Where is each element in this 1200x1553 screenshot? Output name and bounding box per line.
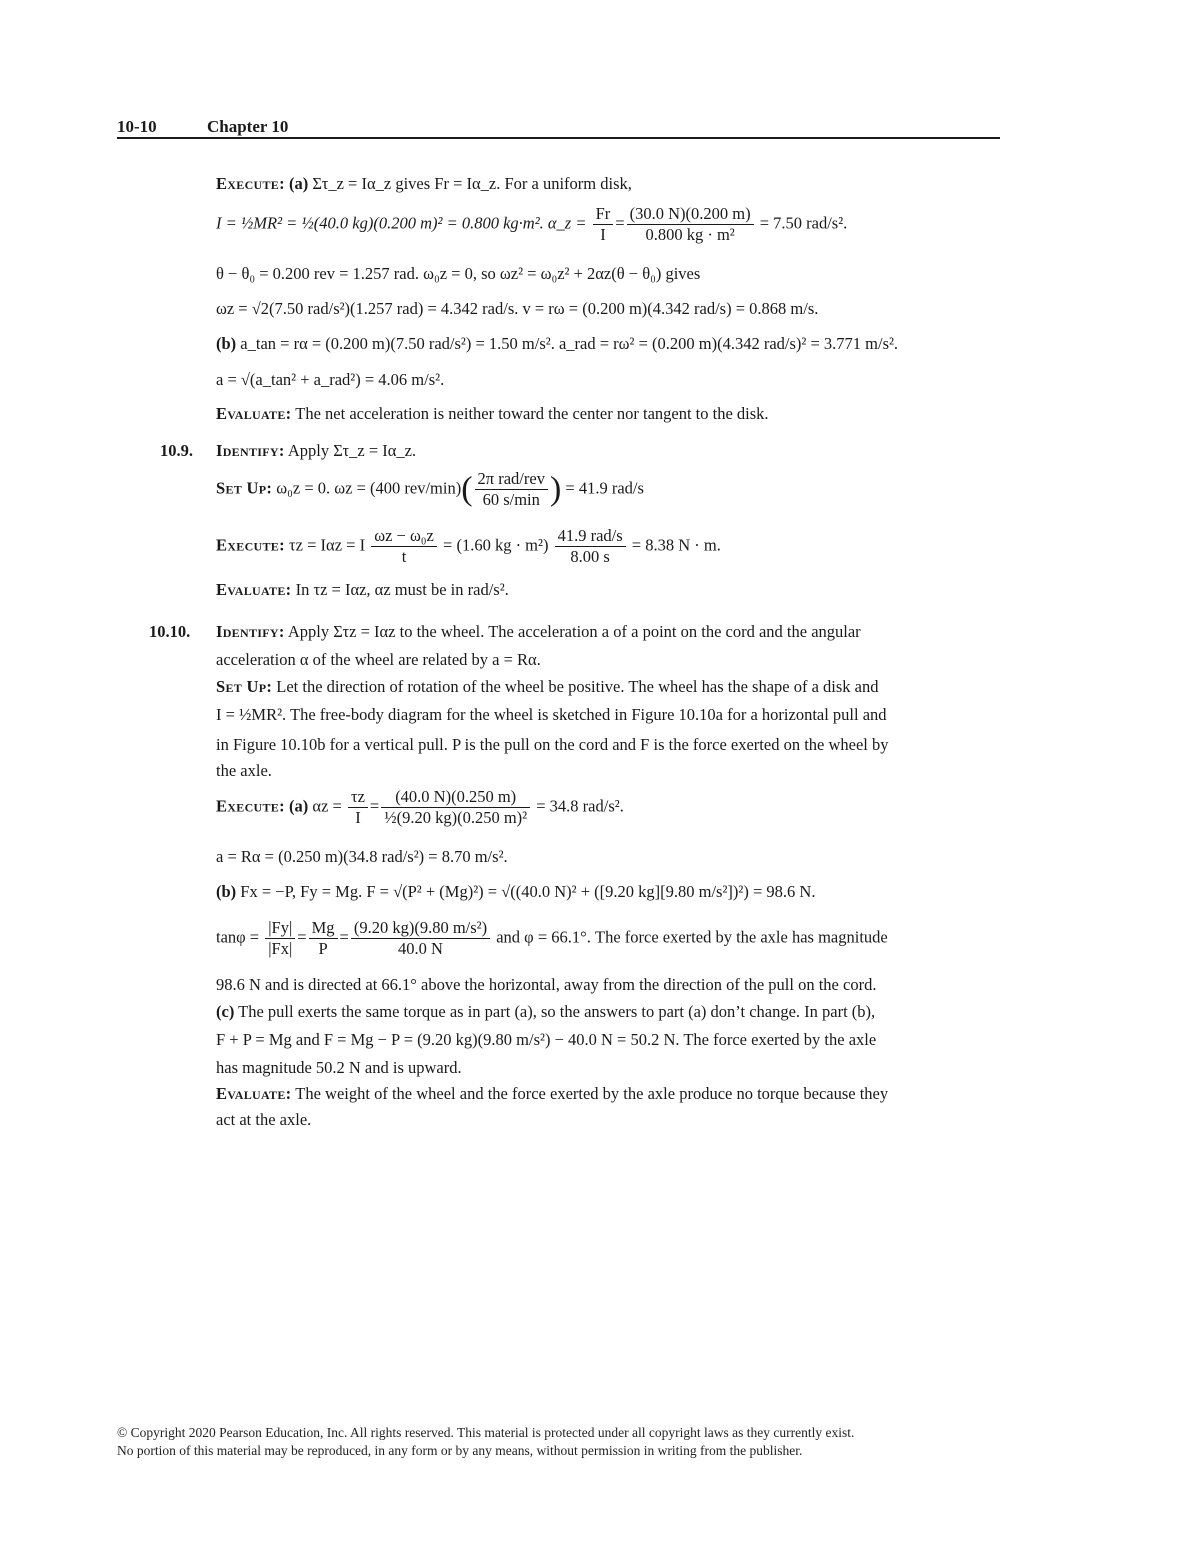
- execute-label: Execute:: [216, 796, 285, 816]
- p10-identify-line: [216, 622, 861, 642]
- setup-label: Set Up:: [216, 478, 273, 498]
- p10-b-line: Fx = −P, Fy = Mg. F = √(P² + (Mg)²) = √((40.0 N)² + ([9.20 kg][9.80 m/s²])²) = 98.6 N.: [240, 882, 816, 901]
- p10-c-text3: has magnitude 50.2 N and is upward.: [216, 1058, 462, 1077]
- p9-execute-result: = 8.38 N · m.: [631, 535, 721, 555]
- part-a-label: (a): [289, 796, 309, 816]
- part-b-label: (b): [216, 334, 237, 353]
- p8-line2-result: = 7.50 rad/s².: [759, 213, 848, 233]
- p10-a-line: a = Rα = (0.250 m)(34.8 rad/s²) = 8.70 m/s².: [216, 847, 508, 866]
- p8-line3: θ − θ₀ = 0.200 rev = 1.257 rad. ω₀z = 0, so ωz² = ω₀z² + 2αz(θ − θ₀) gives: [216, 264, 701, 283]
- identify-label: Identify:: [216, 622, 285, 641]
- p10-c-text2: F + P = Mg and F = Mg − P = (9.20 kg)(9.80 m/s²) − 40.0 N = 50.2 N. The force exerted by the axle: [216, 1030, 877, 1049]
- copyright-line1: © Copyright 2020 Pearson Education, Inc. All rights reserved. This material is protected under all copyright laws as they currently exist.: [117, 1425, 855, 1440]
- p9-identify-line: [216, 441, 416, 461]
- p8-part-b-line: [216, 334, 898, 354]
- fraction: $\frac{\tau z}{I}$: [348, 787, 368, 828]
- p10-execute-line: Execute: (a) αz = $\frac{\tau z}{I}$ = $\frac{(40.0 N)(0.250 m)}{\text{½(9.20 kg)(0.250 m)²}}$ = 34.8 rad/s².: [216, 787, 624, 827]
- execute-label: Execute:: [216, 535, 285, 555]
- p8-inertia-line: I = ½MR² = ½(40.0 kg)(0.200 m)² = 0.800 kg·m². α_z = $\frac{Fr}{I}$ = $\frac{(30.0 N)(0.200 m)}{\text{0.800 kg · m²}}$ = 7.50 rad/s².: [216, 204, 848, 244]
- p10-b-text2: 98.6 N and is directed at 66.1° above the horizontal, away from the direction of the pull on the cord.: [216, 975, 877, 994]
- p8-line1: Στ_z = Iα_z gives Fr = Iα_z. For a uniform disk,: [312, 174, 632, 193]
- p8-execute-line: [216, 174, 632, 194]
- p10-setup-line: [216, 677, 879, 697]
- problem-number: 10.10.: [149, 622, 191, 641]
- fraction: $\frac{(40.0 N)(0.250 m)}{\text{½(9.20 kg)(0.250 m)²}}$: [381, 787, 530, 828]
- evaluate-label: Evaluate:: [216, 404, 292, 423]
- fraction: $\frac{(30.0 N)(0.200 m)}{\text{0.800 kg · m²}}$: [627, 204, 754, 245]
- p10-part-b-line: [216, 882, 815, 902]
- p10-part-c-line: [216, 1002, 875, 1022]
- p10-evaluate-text2: act at the axle.: [216, 1110, 312, 1129]
- header-rule: [117, 137, 1000, 139]
- p10-setup-text1: Let the direction of rotation of the wheel be positive. The wheel has the shape of a disk and: [276, 677, 879, 696]
- p8-evaluate-text: The net acceleration is neither toward the center nor tangent to the disk.: [295, 404, 769, 423]
- p10-evaluate-text1: The weight of the wheel and the force exerted by the axle produce no torque because they: [295, 1084, 889, 1103]
- p8-line4: ωz = √2(7.50 rad/s²)(1.257 rad) = 4.342 rad/s. v = rω = (0.200 m)(4.342 rad/s) = 0.868 m/s.: [216, 299, 819, 318]
- page-number: 10-10: [117, 117, 157, 136]
- p9-evaluate-line: [216, 580, 509, 600]
- setup-label: Set Up:: [216, 677, 273, 696]
- part-b-label: (b): [216, 882, 237, 901]
- p9-setup-result: = 41.9 rad/s: [565, 478, 644, 498]
- p10-exec-result: = 34.8 rad/s².: [536, 796, 624, 816]
- p10-c-text1: The pull exerts the same torque as in part (a), so the answers to part (a) don’t change. In part (b),: [238, 1002, 876, 1021]
- p9-execute-left: τz = Iαz = I: [289, 535, 366, 555]
- p10-identify-text2: acceleration α of the wheel are related by a = Rα.: [216, 650, 541, 669]
- p9-setup-left: ω₀z = 0. ωz = (400 rev/min): [276, 478, 462, 498]
- copyright-line2: No portion of this material may be reproduced, in any form or by any means, without permission in writing from the publisher.: [117, 1443, 803, 1458]
- fraction: $\frac{Fr}{I}$: [593, 204, 614, 245]
- p9-evaluate-text: In τz = Iαz, αz must be in rad/s².: [295, 580, 509, 599]
- p10-setup-text2: I = ½MR². The free-body diagram for the wheel is sketched in Figure 10.10a for a horizontal pull and: [216, 705, 887, 724]
- p10-setup-text3: in Figure 10.10b for a vertical pull. P is the pull on the cord and F is the force exerted on the wheel by: [216, 735, 889, 754]
- p9-execute-line: [216, 526, 721, 567]
- p8-evaluate-line: [216, 404, 769, 424]
- p10-tan-left: tanφ =: [216, 927, 260, 947]
- p10-tan-line: tanφ = $\frac{|Fy|}{|Fx|}$ = $\frac{Mg}{P}$ = $\frac{\text{(9.20 kg)(9.80 m/s²)}}{40.0 N}$ and φ = 66.1°. The force exerted by the axle has magnitude: [216, 918, 888, 958]
- evaluate-label: Evaluate:: [216, 1084, 292, 1103]
- p10-identify-text1: Apply Στz = Iαz to the wheel. The acceleration a of a point on the cord and the angular: [287, 622, 861, 641]
- problem-number: 10.9.: [160, 441, 193, 460]
- fraction: $\frac{|Fy|}{|Fx|}$: [265, 918, 295, 959]
- p8-line2-left: I = ½MR² = ½(40.0 kg)(0.200 m)² = 0.800 kg·m². α_z =: [216, 213, 587, 233]
- execute-label: Execute:: [216, 174, 285, 193]
- p10-setup-text4: the axle.: [216, 761, 272, 780]
- p9-setup-line: Set Up: ω₀z = 0. ωz = (400 rev/min)( $\frac{\text{2π rad/rev}}{60 s/\min}$ ) = 41.9 rad/s: [216, 469, 644, 509]
- identify-label: Identify:: [216, 441, 285, 460]
- evaluate-label: Evaluate:: [216, 580, 292, 599]
- part-c-label: (c): [216, 1002, 235, 1021]
- fraction: $\frac{\text{41.9 rad/s}}{8.00 s}$: [555, 526, 626, 567]
- p9-identify-text: Apply Στ_z = Iα_z.: [287, 441, 417, 460]
- p10-evaluate-line: [216, 1084, 888, 1104]
- p10-exec-left: αz =: [312, 796, 342, 816]
- p8-line6: a = √(a_tan² + a_rad²) = 4.06 m/s².: [216, 370, 445, 389]
- p8-line5: a_tan = rα = (0.200 m)(7.50 rad/s²) = 1.50 m/s². a_rad = rω² = (0.200 m)(4.342 rad/s)² = 3.771 m/s².: [240, 334, 899, 353]
- fraction: $\frac{\text{ωz − ω₀z}}{t}$: [371, 526, 437, 567]
- fraction: $\frac{Mg}{P}$: [309, 918, 338, 959]
- p9-execute-mid: = (1.60 kg · m²): [443, 535, 549, 555]
- p10-tan-result: and φ = 66.1°. The force exerted by the axle has magnitude: [496, 927, 888, 947]
- fraction: $\frac{\text{2π rad/rev}}{60 s/\min}$: [475, 469, 548, 510]
- part-a-label: (a): [289, 174, 309, 193]
- chapter-title: Chapter 10: [207, 117, 289, 136]
- fraction: $\frac{\text{(9.20 kg)(9.80 m/s²)}}{40.0 N}$: [351, 918, 490, 959]
